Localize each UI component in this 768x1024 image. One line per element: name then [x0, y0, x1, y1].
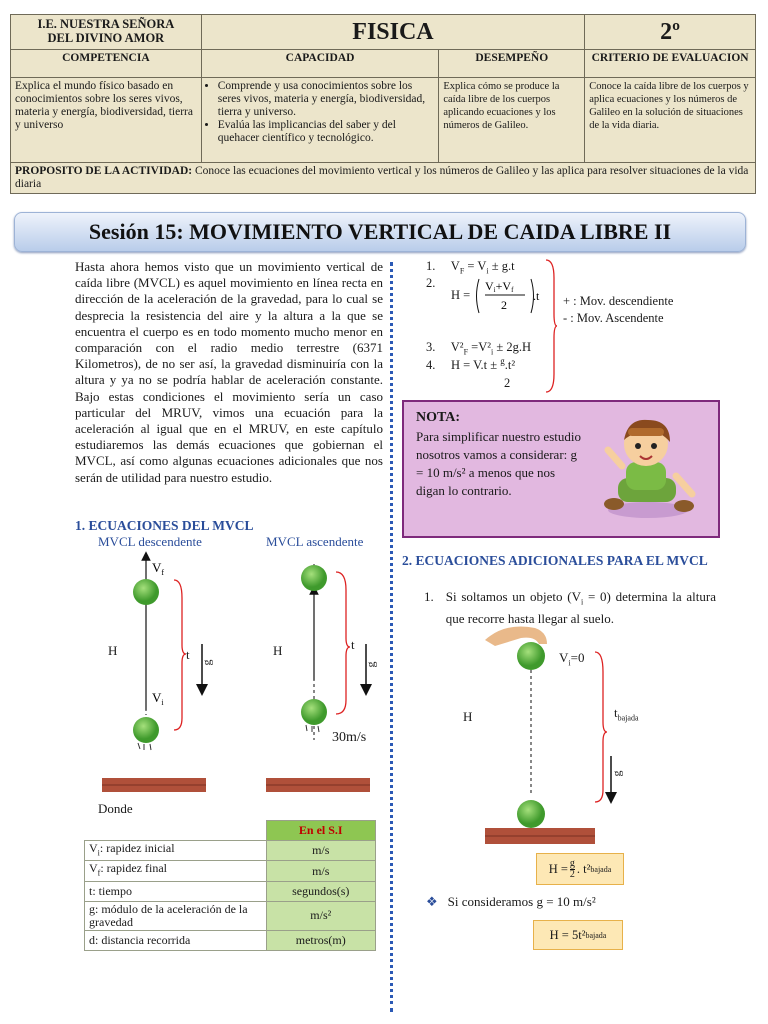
equation-2-fraction [473, 276, 543, 316]
intro-paragraph: Hasta ahora hemos visto que un movimiento vertical de caída libre (MVCL) es aquel movimiento en línea recta en dirección de la aceleración de la gravedad, para lo cual se desprecia la resistencia del aire y la altura a la que se encuentra el cuerpo es en todo momento mucho menor en comparación con el radio medio terrestre (6371 Kilometros), de no ser así, la gravedad disminuiría con la altura y ya no se podría hablar de aceleración constante. Bajo estas condiciones el movimiento sería un caso particular del MRUV, vimos una ecuación para la aceleración al igual que en el MRUV, en este capítulo estudiaremos las demás ecuaciones que gobiernan el MVCL, así como algunas ecuaciones adicionales que nos serán de utilidad para nuestro estudio. [75, 259, 383, 485]
boy-illustration [588, 410, 708, 528]
section-2-title: 2. ECUACIONES ADICIONALES PARA EL MVCL [402, 553, 708, 568]
col-desempeno: DESEMPEÑO [439, 50, 585, 78]
svg-text:2: 2 [501, 298, 508, 312]
equation-3: 3. $V^2_F =V^2_i \pm 2g.H$ [426, 340, 531, 357]
equation-4: 4. H = V.t ± $^g$.t² [426, 356, 516, 373]
table-row: $V_f$: rapidez final m/s [85, 861, 376, 881]
svg-text:Vi: $V_i$ [152, 690, 164, 707]
table-row: d: distancia recorrida metros(m) [85, 930, 376, 950]
formula-h-5t2: H = 5t² bajada [533, 920, 623, 950]
col-capacidad: CAPACIDAD [201, 50, 439, 78]
consider-line: ❖ Si consideramos g = 10 m/s² [426, 894, 596, 909]
vi-zero-label: $V_i=0$ [559, 650, 585, 668]
mvcl-descendente-label: MVCL descendente [98, 534, 202, 549]
equations-brace [544, 258, 558, 394]
mvcl-diagrams [90, 550, 390, 800]
table-row: $V_i$: rapidez inicial m/s [85, 841, 376, 861]
height-label: H [463, 709, 473, 724]
gravity-label-desc: g [199, 659, 214, 666]
sign-minus-note: - : Mov. Ascendente [563, 311, 664, 325]
col-criterio: CRITERIO DE EVALUACION [585, 50, 756, 78]
col-competencia: COMPETENCIA [11, 50, 202, 78]
nota-body: Para simplificar nuestro estudio nosotros vamos a considerar: g = 10 m/s² a menos que nos digan lo contrario. [416, 429, 581, 498]
capacidad-list: • Comprende y usa conocimientos sobre los seres vivos, materia y energía, biodiversidad, tierra y universo. • Evalúa las implicancias del saber y del quehacer científico y tecnológico. [201, 78, 439, 163]
units-header: En el S.I [266, 821, 375, 841]
competencia-text: Explica el mundo físico basado en conocimientos sobre los seres vivos, materia y energía, biodiversidad, tierra y universo [11, 78, 202, 163]
diamond-bullet-icon: ❖ [426, 894, 438, 909]
equation-2: 2. H = Vi+Vf 2 .t [426, 276, 543, 316]
sign-plus-note: + : Mov. descendiente [563, 294, 674, 308]
svg-text:Vi+Vf: Vi+Vf [485, 279, 514, 294]
height-label-desc: H [108, 643, 118, 658]
mvcl-ascendente-label: MVCL ascendente [266, 534, 364, 549]
proposito: PROPOSITO DE LA ACTIVIDAD: Conoce las ecuaciones del movimiento vertical y los números de Galileo y las aplica para resolver situaciones de la vida diaria [11, 163, 756, 194]
gravity-label-asc: g [363, 661, 378, 668]
svg-text:.t: .t [533, 289, 540, 303]
gravity-label: g [609, 770, 624, 777]
grade: 2º [585, 15, 756, 50]
speed-label: 30m/s [332, 730, 367, 745]
section-1-title: 1. ECUACIONES DEL MVCL [75, 518, 254, 533]
subject-title: FISICA [201, 15, 584, 50]
units-table [84, 820, 376, 951]
formula-h-g: H = g 2 . t² bajada [536, 853, 624, 885]
height-label-asc: H [273, 643, 283, 658]
session-title: Sesión 15: MOVIMIENTO VERTICAL DE CAIDA LIBRE II [14, 212, 746, 252]
table-row: t: tiempo segundos(s) [85, 881, 376, 901]
school-name: I.E. NUESTRA SEÑORA DEL DIVINO AMOR [11, 15, 202, 50]
time-label-desc: t [186, 647, 190, 662]
svg-text:Vf: $V_f$ [152, 560, 165, 577]
header-table [10, 14, 756, 194]
section-2-item-1: 1. Si soltamos un objeto $(V_i = 0)$ determina la altura que recorre hasta llegar al suelo. [424, 589, 716, 626]
criterio-text: Conoce la caída libre de los cuerpos y aplica ecuaciones y los números de Galileo en la solución de situaciones de la vida diaria. [585, 78, 756, 163]
column-divider [390, 262, 393, 1012]
table-row: g: módulo de la aceleración de la gravedad m/s² [85, 901, 376, 930]
t-bajada-label: $t_{bajada}$ [614, 705, 639, 723]
desempeno-text: Explica cómo se produce la caída libre de los cuerpos aplicando ecuaciones y los números de Galileo. [439, 78, 585, 163]
donde-label: Donde [98, 801, 133, 816]
nota-title: NOTA: [416, 410, 461, 425]
time-label-asc: t [351, 637, 355, 652]
nota-box [402, 400, 720, 538]
equation-1: 1. $V_F = V_i \pm g.t$ [426, 259, 515, 276]
